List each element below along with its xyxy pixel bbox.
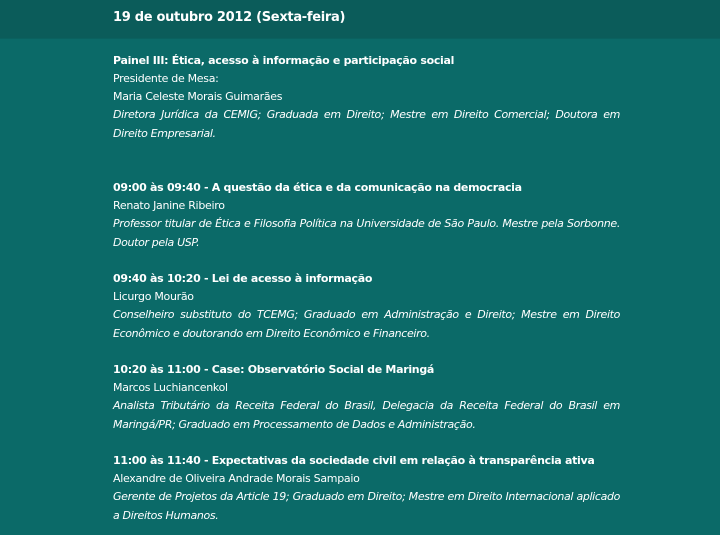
session-block [113, 361, 620, 434]
panel-chair-label: Presidente de Mesa: [113, 72, 219, 85]
session-heading: 09:00 às 09:40 - A questão da ética e da comunicação na democracia [113, 181, 522, 194]
panel-chair-name: Maria Celeste Morais Guimarães [113, 90, 283, 103]
session-speaker: Renato Janine Ribeiro [113, 199, 225, 212]
session-speaker-bio: Conselheiro substituto do TCEMG; Graduado em Administração e Direito; Mestre em Direito Econômico e doutorando em Direito Econômico e Financeiro. [113, 308, 620, 340]
session-block [113, 179, 620, 252]
session-speaker-bio: Analista Tributário da Receita Federal do Brasil, Delegacia da Receita Federal do Brasil em Maringá/PR; Graduado em Processamento de Dados e Administração. [113, 399, 620, 431]
panel-chair-bio: Diretora Jurídica da CEMIG; Graduada em Direito; Mestre em Direito Comercial; Doutora em Direito Empresarial. [113, 108, 620, 140]
session-block [113, 270, 620, 343]
session-speaker: Licurgo Mourão [113, 290, 194, 303]
session-heading: 11:00 às 11:40 - Expectativas da sociedade civil em relação à transparência ativa [113, 454, 595, 467]
session-speaker-bio: Gerente de Projetos da Article 19; Graduado em Direito; Mestre em Direito Internacional aplicado a Direitos Humanos. [113, 490, 620, 522]
panel-block [113, 52, 620, 143]
date-header-text: 19 de outubro 2012 (Sexta-feira) [113, 10, 346, 25]
panel-title: Painel III: Ética, acesso à informação e participação social [113, 54, 455, 67]
session-speaker: Alexandre de Oliveira Andrade Morais Sampaio [113, 472, 360, 485]
session-heading: 09:40 às 10:20 - Lei de acesso à informação [113, 272, 373, 285]
session-speaker-bio: Professor titular de Ética e Filosofia Política na Universidade de São Paulo. Mestre pela Sorbonne. Doutor pela USP. [113, 217, 620, 249]
session-speaker: Marcos Luchiancenkol [113, 381, 228, 394]
date-header [0, 0, 720, 38]
session-heading: 10:20 às 11:00 - Case: Observatório Social de Maringá [113, 363, 435, 376]
session-block [113, 452, 620, 525]
